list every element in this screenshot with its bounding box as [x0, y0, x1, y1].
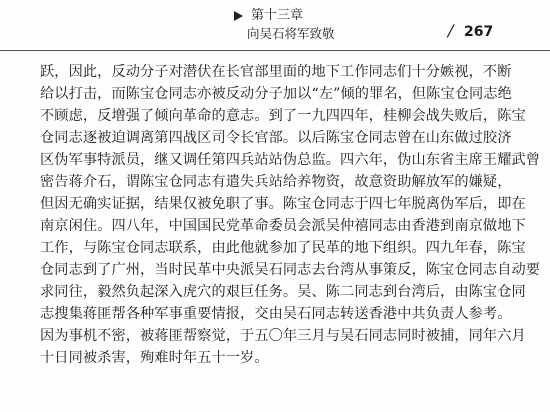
text-line: 求同往，毅然负起深入虎穴的艰巨任务。吴、陈二同志到台湾后，由陈宝仓同 [40, 284, 526, 300]
text-line: 工作，与陈宝仓同志联系，由此他就参加了民革的地下组织。四九年春，陈宝 [40, 240, 526, 256]
text-line: 仓同志到了广州，当时民革中央派吴石同志去台湾从事策反，陈宝仓同志自动要 [40, 262, 541, 278]
text-line: 志搜集蒋匪帮各种军事重要情报，交由吴石同志转送香港中共负责人参考。 [40, 306, 512, 322]
text-line: 十日同被杀害，殉难时年五十一岁。 [40, 350, 269, 366]
chapter-title: 第十三章 [251, 8, 304, 23]
text-line: 不顾虑，反增强了倾向革命的意志。到了一九四四年，桂柳会战失败后，陈宝 [40, 108, 526, 124]
slash-divider-icon: / [446, 21, 456, 40]
text-line: 南京闲住。四八年，中国国民党革命委员会派吴仲禧同志由香港到南京做地下 [40, 218, 526, 234]
text-line: 因为事机不密，被蒋匪帮察觉，于五〇年三月与吴石同志同时被捕，同年六月 [40, 328, 526, 344]
text-line: 区伪军事特派员，继又调任第四兵站站伪总监。四六年，伪山东省主席王耀武曾 [40, 152, 541, 168]
text-line: 但因无确实证据，结果仅被免职了事。陈宝仓同志于四七年脱离伪军后，即在 [40, 196, 526, 212]
text-line: 跃，因此，反动分子对潜伏在长官部里面的地下工作同志们十分嫉视，不断 [40, 64, 512, 80]
header-rule [0, 50, 550, 51]
text-line: 密告蒋介石，谓陈宝仓同志有遣失兵站给养物资，故意资助解放军的嫌疑， [40, 174, 512, 190]
text-line: 给以打击，而陈宝仓同志亦被反动分子加以“左”倾的罪名，但陈宝仓同志绝 [40, 86, 512, 102]
page-header [0, 0, 550, 54]
page-number: 267 [464, 24, 494, 40]
text-line: 仓同志逐被迫调离第四战区司令长官部。以后陈宝仓同志曾在山东做过胶济 [40, 130, 512, 146]
section-title: 向吴石将军致敬 [247, 26, 335, 41]
triangle-marker-icon [234, 11, 243, 21]
